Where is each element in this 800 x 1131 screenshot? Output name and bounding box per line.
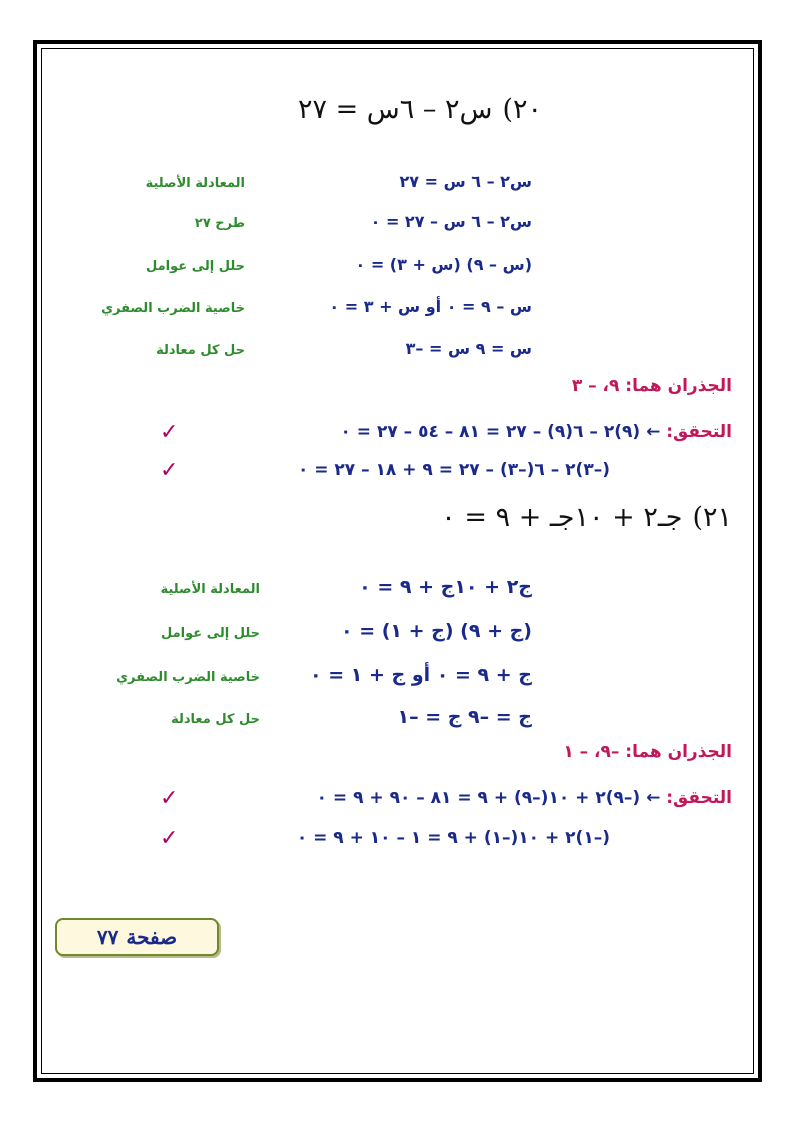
problem-20-heading [298,94,542,125]
check-line-1 [340,422,732,442]
step-note: خاصية الضرب الصفري [116,670,260,685]
step-note: حل كل معادلة [156,343,245,358]
step-equation: ج٢ + ١٠ج + ٩ = ٠ [359,576,532,598]
step-equation: س٢ – ٦ س – ٢٧ = ٠ [370,212,532,231]
check-expression: ← (–٩)٢ + ١٠(–٩) + ٩ = ٨١ – ٩٠ + ٩ = ٠ [316,788,661,808]
page-label: صفحة [126,925,178,949]
step-note: خاصية الضرب الصفري [101,301,245,316]
step-equation: (س – ٩) (س + ٣) = ٠ [355,255,532,274]
step-equation: ج = –٩ ج = –١ [397,706,532,728]
check-mark-icon: ✓ [160,786,179,811]
step-equation: س – ٩ = ٠ أو س + ٣ = ٠ [329,297,532,316]
check-mark-icon: ✓ [160,458,179,483]
problem-equation: جـ٢ + ١٠جـ + ٩ = ٠ [441,502,683,533]
check-expression: ← (٩)٢ – ٦(٩) – ٢٧ = ٨١ – ٥٤ – ٢٧ = ٠ [340,422,661,442]
check-label: التحقق: [666,788,732,808]
step-equation: (ج + ٩) (ج + ١) = ٠ [340,620,532,642]
problem-21-heading [441,502,732,533]
step-equation: س = ٩ س = –٣ [405,339,532,358]
step-equation: ج + ٩ = ٠ أو ج + ١ = ٠ [310,664,532,686]
check-mark-icon: ✓ [160,420,179,445]
check-line-2: (–١)٢ + ١٠(–١) + ٩ = ١ – ١٠ + ٩ = ٠ [296,828,610,848]
check-mark-icon: ✓ [160,826,179,851]
check-line-1 [317,788,732,808]
check-label: التحقق: [666,422,732,442]
roots-text: الجذران هما: –٩، – ١ [563,742,732,762]
page-number: ٧٧ [96,925,119,949]
step-note: حل كل معادلة [171,712,260,727]
problem-equation: س٢ – ٦س = ٢٧ [298,94,493,125]
check-line-2: (–٣)٢ – ٦(–٣) – ٢٧ = ٩ + ١٨ – ٢٧ = ٠ [297,460,610,480]
problem-number: ٢٠) [502,94,542,125]
step-note: طرح ٢٧ [194,216,245,231]
step-note: المعادلة الأصلية [145,176,245,191]
roots-text: الجذران هما: ٩، – ٣ [571,376,732,396]
problem-number: ٢١) [692,502,732,533]
step-note: المعادلة الأصلية [160,582,260,597]
step-note: حلل إلى عوامل [161,626,260,641]
page-number-badge [55,918,219,956]
step-note: حلل إلى عوامل [146,259,245,274]
step-equation: س٢ – ٦ س = ٢٧ [399,172,532,191]
